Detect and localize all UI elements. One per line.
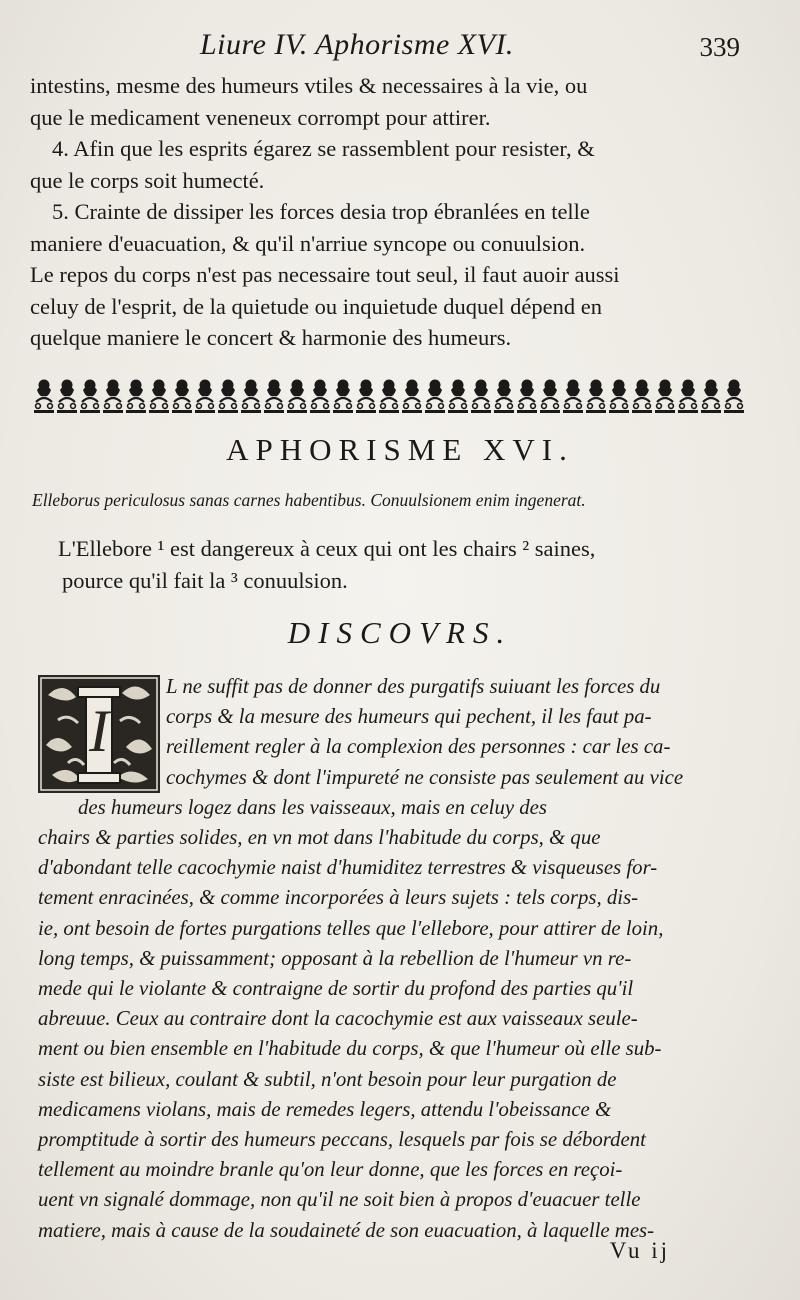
aphorism-title: APHORISME XVI. (226, 432, 574, 467)
discourse-body (38, 672, 768, 1246)
text-line: celuy de l'esprit, de la quietude ou inquietude duquel dépend en (30, 293, 603, 319)
text-line: intestins, mesme des humeurs vtiles & necessaires à la vie, ou (30, 73, 588, 98)
french-line: L'Ellebore ¹ est dangereux à ceux qui ont les chairs ² saines, (58, 536, 596, 561)
list-item-4: 4. Afin que les esprits égarez se rassemblent pour resister, & (52, 136, 595, 161)
dropcap-letter: I (89, 698, 109, 764)
body-line: tellement au moindre branle qu'on leur donne, que les forces en reçoi- (38, 1158, 623, 1182)
body-line: ie, ont besoin de fortes purgations telles que l'ellebore, pour attirer de loin, (38, 916, 664, 940)
text-line: maniere d'euacuation, & qu'il n'arriue syncope ou conuulsion. (30, 230, 586, 256)
body-line: siste est bilieux, coulant & subtil, n'ont besoin pour leur purgation de (38, 1067, 617, 1091)
discourse-title: DISCOVRS. (287, 615, 513, 650)
body-line: uent vn signalé dommage, non qu'il ne soit bien à propos d'euacuer telle (38, 1188, 641, 1212)
body-line: matiere, mais à cause de la soudaineté de son euacuation, à laquelle mes- (38, 1218, 655, 1242)
body-line: chairs & parties solides, en vn mot dans l'habitude du corps, & que (38, 826, 601, 850)
running-head: Liure IV. Aphorisme XVI. (200, 28, 514, 61)
text-line: quelque maniere le concert & harmonie des humeurs. (30, 325, 512, 350)
page-number: 339 (699, 32, 740, 62)
continued-text (30, 70, 760, 354)
body-line: L ne suffit pas de donner des purgatifs suiuant les forces du (166, 675, 661, 698)
latin-aphorism: Elleborus periculosus sanas carnes habentibus. Conuulsionem enim ingenerat. (32, 490, 586, 510)
french-line: pource qu'il fait la ³ conuulsion. (62, 568, 348, 593)
text-line: que le corps soit humecté. (30, 167, 265, 193)
signature-mark: Vu ij (609, 1238, 670, 1263)
page-header (30, 28, 770, 74)
body-line: abreuue. Ceux au contraire dont la cacochymie est aux vaisseaux seule- (38, 1007, 638, 1031)
body-line: ment ou bien ensemble en l'habitude du corps, & que l'humeur où elle sub- (38, 1037, 662, 1061)
body-line: d'abondant telle cacochymie naist d'humiditez terrestres & visqueuses for- (38, 856, 658, 880)
list-item-5: 5. Crainte de dissiper les forces desia trop ébranlées en telle (52, 199, 590, 224)
text-line: Le repos du corps n'est pas necessaire tout seul, il faut auoir aussi (30, 262, 620, 287)
body-line: cochymes & dont l'impureté ne consiste pas seulement au vice (166, 765, 684, 789)
french-aphorism (58, 533, 778, 597)
body-line: corps & la mesure des humeurs qui pechent, il les faut pa- (166, 705, 652, 729)
text-line: que le medicament veneneux corrompt pour attirer. (30, 104, 491, 130)
body-line: tement enracinées, & comme incorporées à leurs sujets : tels corps, dis- (38, 886, 639, 910)
body-line: medicamens violans, mais de remedes legers, attendu l'obeissance & (38, 1097, 612, 1121)
body-line: reillement regler à la complexion des personnes : car les ca- (166, 735, 671, 759)
body-line: mede qui le violante & contraigne de sortir du profond des parties qu'il (38, 977, 634, 1001)
body-line: promptitude à sortir des humeurs peccans, lesquels par fois se débordent (38, 1128, 646, 1152)
body-line: long temps, & puissamment; opposant à la rebellion de l'humeur vn re- (38, 946, 632, 970)
fleuron-band-icon (30, 374, 745, 416)
body-line: des humeurs logez dans les vaisseaux, mais en celuy des (78, 795, 547, 819)
